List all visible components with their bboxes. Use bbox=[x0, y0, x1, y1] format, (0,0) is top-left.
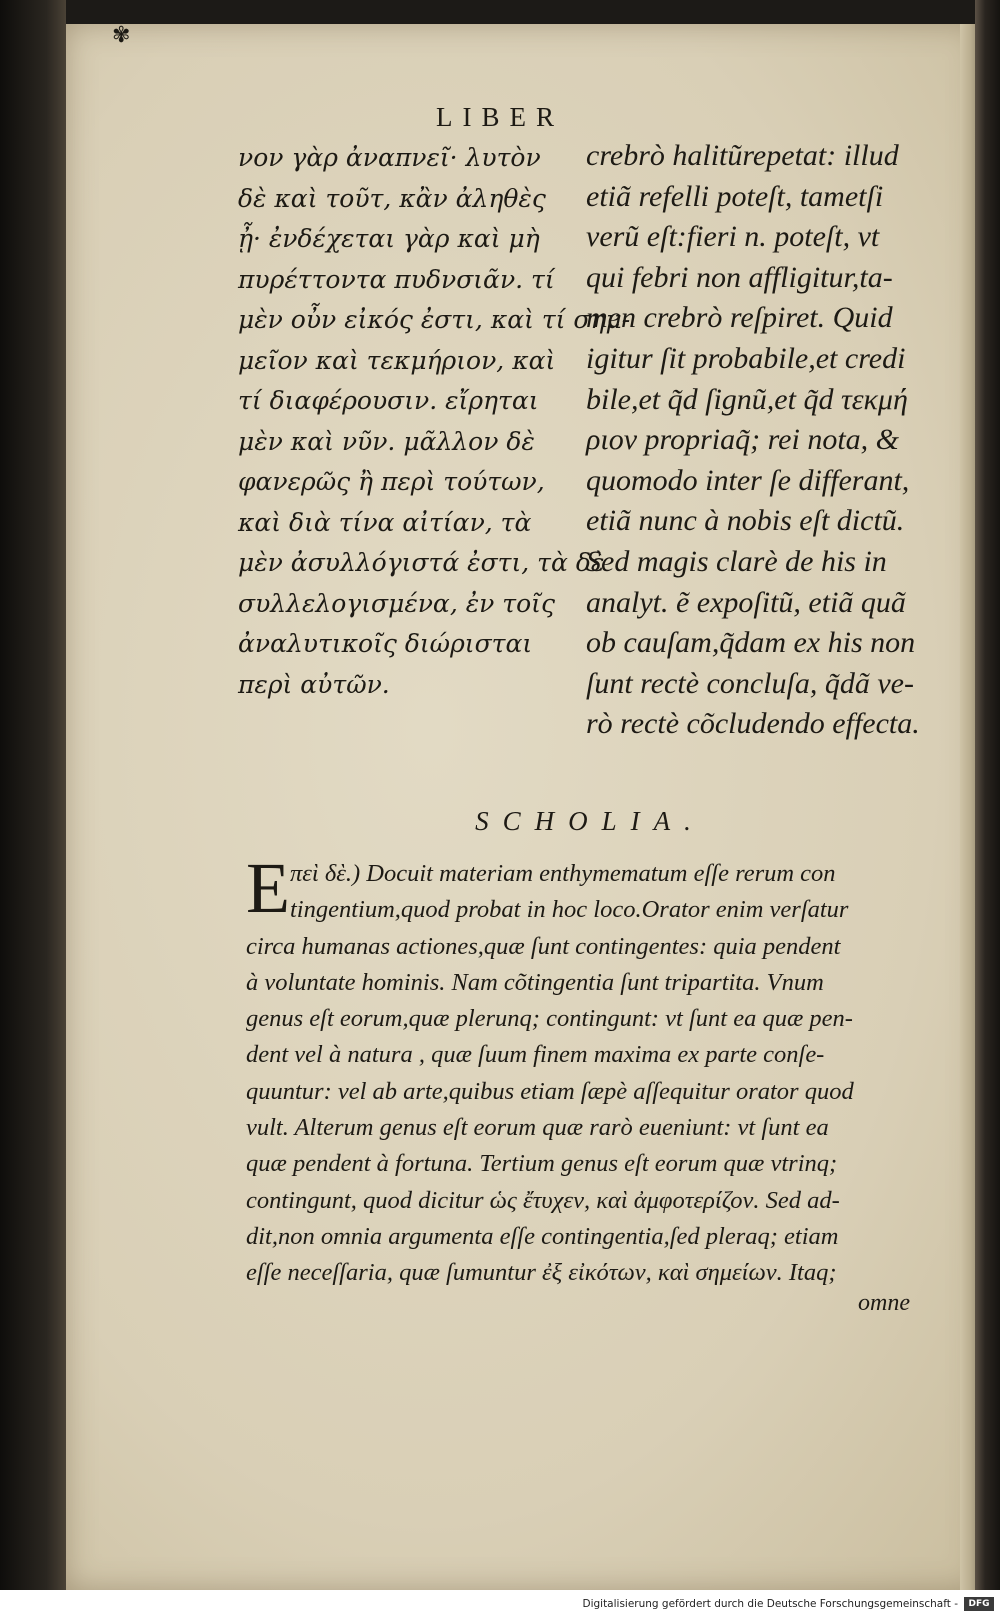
greek-text-line: μεῖον καὶ τεκμήριον, καὶ bbox=[238, 345, 556, 375]
commentary-line: à voluntate hominis. Nam cõtingentia ſunt tripartita. Vnum bbox=[246, 968, 824, 996]
commentary-block bbox=[246, 856, 946, 1292]
greek-text-line: φανερῶς ἢ περὶ τούτων, bbox=[238, 467, 545, 496]
latin-text-line: quomodo inter ſe differant, bbox=[586, 463, 910, 497]
greek-text-line: μὲν ἀσυλλόγιστά ἐστι, τὰ δὲ bbox=[238, 548, 605, 577]
running-head: LIBER bbox=[436, 102, 564, 132]
greek-text-line: τί διαφέρουσιν. εἴρηται bbox=[238, 386, 539, 415]
commentary-line: tingentium,quod probat in hoc loco.Orator enim verſatur bbox=[290, 896, 849, 924]
scholia-heading: SCHOLIA. bbox=[475, 806, 705, 836]
latin-text-line: qui febri non affligitur,ta- bbox=[586, 260, 893, 294]
latin-text-line: igitur ſit probabile,et credi bbox=[586, 341, 906, 375]
latin-text-line: rò rectè cõcludendo effecta. bbox=[586, 707, 920, 741]
greek-text-line: ᾖ· ἐνδέχεται γὰρ καὶ μὴ bbox=[238, 224, 540, 253]
greek-text-line: περὶ αὐτῶν. bbox=[238, 669, 390, 699]
greek-text-line: δὲ καὶ τοῦτ, κἂν ἀληθὲς bbox=[238, 183, 546, 213]
left-binding-edge bbox=[0, 0, 66, 1623]
commentary-line: genus eſt eorum,quæ plerunq; contingunt: vt ſunt ea quæ pen- bbox=[246, 1005, 853, 1033]
dfg-logo: DFG bbox=[964, 1597, 994, 1611]
commentary-line: vult. Alterum genus eſt eorum quæ rarò eueniunt: vt ſunt ea bbox=[246, 1114, 829, 1142]
greek-text-line: πυρέττοντα πυδνσιᾶν. τί bbox=[238, 264, 555, 294]
commentary-line: dent vel à natura , quæ ſuum finem maxima ex parte conſe- bbox=[246, 1041, 825, 1069]
latin-text-line: verũ eſt:fieri n. poteſt, vt bbox=[586, 220, 880, 254]
digitization-credit: Digitalisierung gefördert durch die Deutsche Forschungsgemeinschaft - bbox=[582, 1598, 958, 1610]
commentary-line: dit,non omnia argumenta eſſe contingentia,ſed pleraq; etiam bbox=[246, 1222, 839, 1250]
greek-text-line: μὲν καὶ νῦν. μᾶλλον δὲ bbox=[238, 426, 535, 456]
commentary-line: circa humanas actiones,quæ ſunt contingentes: quia pendent bbox=[246, 932, 841, 960]
latin-text-line: analyt. ẽ expoſitũ, etiã quã bbox=[586, 585, 906, 619]
greek-text-line: ἀναλυτικοῖς διώρισται bbox=[238, 629, 533, 658]
latin-text-line: ob cauſam,q̃dam ex his non bbox=[586, 626, 916, 660]
greek-text-line: μὲν οὖν εἰκός ἐστι, καὶ τί σημ- bbox=[238, 305, 631, 334]
latin-text-line: etiã refelli poteſt, tametſi bbox=[586, 179, 884, 213]
latin-text-line: ριον propriaq̃; rei nota, & bbox=[586, 423, 899, 457]
printer-ornament-icon: ✾ bbox=[112, 22, 131, 47]
drop-cap: E bbox=[246, 848, 290, 928]
latin-text-line: etiã nunc à nobis eſt dictũ. bbox=[586, 504, 905, 538]
greek-text-column bbox=[238, 138, 631, 705]
latin-text-line: men crebrò reſpiret. Quid bbox=[586, 301, 893, 335]
latin-text-line: bile,et q̃d ſignũ,et q̃d τεκμή bbox=[586, 382, 908, 416]
commentary-line: contingunt, quod dicitur ὡς ἔτυχεν, καὶ ἀμφοτερίζον. Sed ad- bbox=[246, 1186, 840, 1214]
latin-text-line: crebrò halitũrepetat: illud bbox=[586, 139, 899, 172]
commentary-line: quæ pendent à fortuna. Tertium genus eſt eorum quæ vtrinq; bbox=[246, 1150, 838, 1178]
latin-text-line: Sed magis clarè de his in bbox=[586, 544, 887, 578]
latin-text-line: ſunt rectè concluſa, q̃dã ve- bbox=[586, 666, 914, 700]
commentary-line: quuntur: vel ab arte,quibus etiam ſæpè aſſequitur orator quod bbox=[246, 1077, 854, 1105]
right-binding-edge bbox=[975, 0, 1000, 1590]
greek-text-line: συλλελογισμένα, ἐν τοῖς bbox=[238, 588, 555, 618]
greek-text-line: καὶ διὰ τίνα αἰτίαν, τὰ bbox=[238, 507, 532, 537]
greek-text-line: νον γὰρ ἀναπνεῖ· λυτὸν bbox=[238, 143, 541, 172]
catchword: omne bbox=[858, 1290, 910, 1316]
commentary-line: πεὶ δὲ.) Docuit materiam enthymematum eſſe rerum con bbox=[290, 860, 836, 887]
latin-text-column bbox=[586, 136, 938, 745]
commentary-line: eſſe neceſſaria, quæ ſumuntur ἐξ εἰκότων, καὶ σημείων. Itaq; bbox=[246, 1259, 837, 1287]
